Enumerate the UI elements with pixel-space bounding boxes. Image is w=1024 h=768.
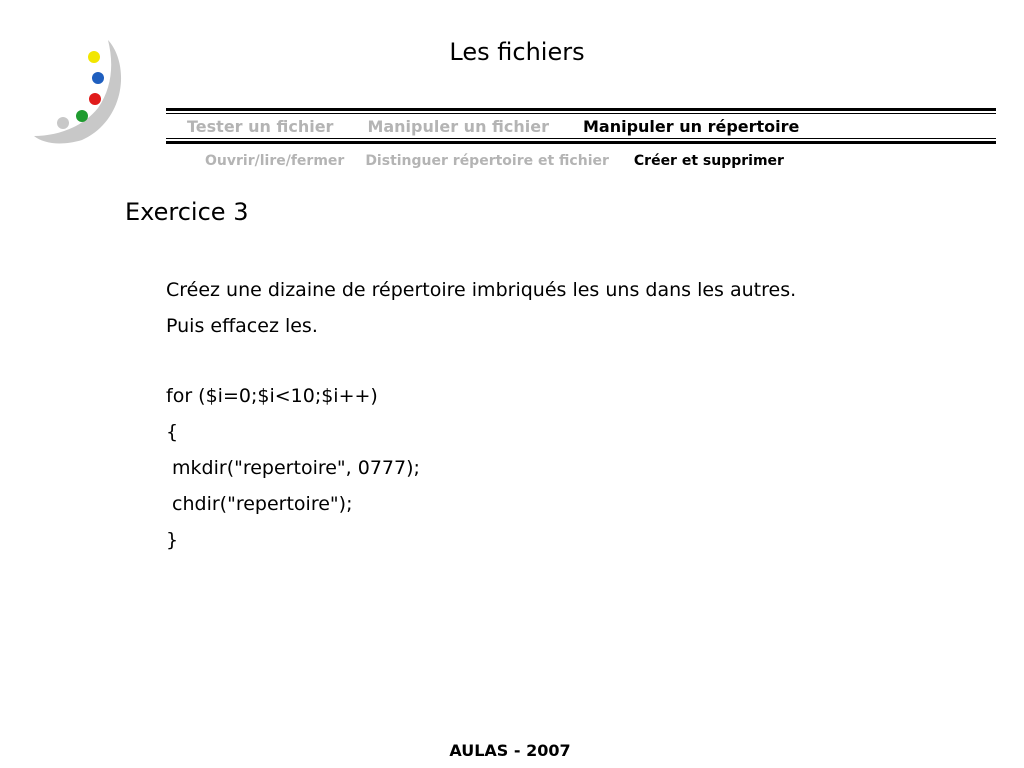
subtab-ouvrir-lire-fermer[interactable]: Ouvrir/lire/fermer [205, 153, 345, 169]
logo-dot-gray [57, 117, 69, 129]
nav-bottom-rule-thin [166, 138, 996, 139]
code-line: mkdir("repertoire", 0777); [166, 457, 420, 479]
secondary-nav [205, 150, 805, 172]
code-line: for ($i=0;$i<10;$i++) [166, 385, 378, 407]
tab-manipuler-un-repertoire[interactable]: Manipuler un répertoire [582, 116, 800, 136]
instructions [166, 272, 796, 344]
nav-top-rule-thick [166, 108, 996, 111]
instruction-line: Créez une dizaine de répertoire imbriqués les uns dans les autres. [166, 279, 797, 301]
logo-dot-blue [92, 72, 104, 84]
subtab-creer-et-supprimer[interactable]: Créer et supprimer [633, 153, 784, 169]
page-title: Les fichiers [449, 38, 585, 66]
subtab-distinguer-repertoire-et-fichier[interactable]: Distinguer répertoire et fichier [365, 153, 609, 169]
code-block [166, 378, 420, 558]
instruction-line: Puis effacez les. [166, 315, 318, 337]
code-line: } [166, 529, 179, 551]
exercise-heading: Exercice 3 [125, 198, 249, 226]
code-line: chdir("repertoire"); [166, 493, 353, 515]
tab-tester-un-fichier[interactable]: Tester un fichier [187, 116, 334, 136]
tab-manipuler-un-fichier[interactable]: Manipuler un fichier [367, 116, 549, 136]
code-line: { [166, 421, 179, 443]
footer: AULAS - 2007 [449, 741, 571, 760]
logo-dot-green [76, 110, 88, 122]
logo-dot-red [89, 93, 101, 105]
primary-nav [166, 112, 812, 140]
nav-bottom-rule-thick [166, 141, 996, 144]
